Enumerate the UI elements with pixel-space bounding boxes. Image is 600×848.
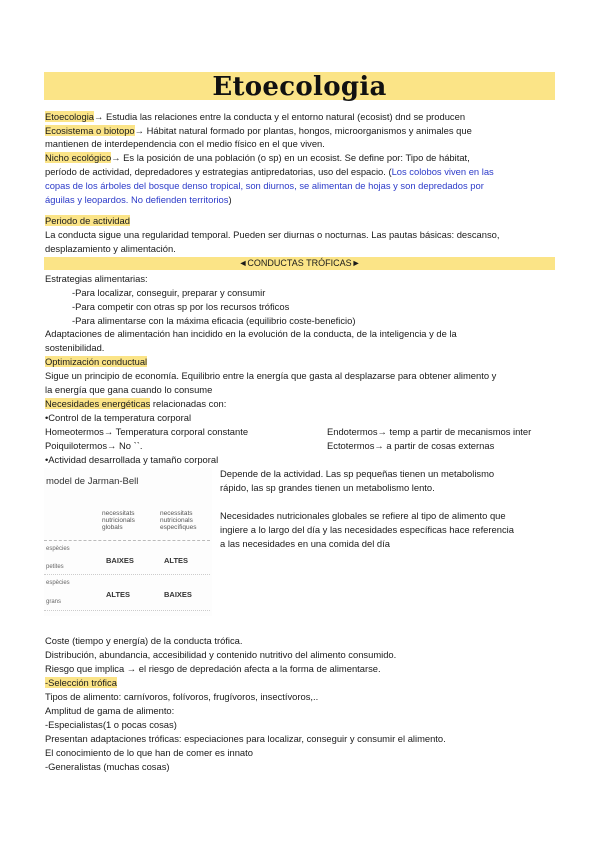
estrategias-heading: Estrategias alimentarias: (45, 273, 148, 284)
nicho-example-start: Los colobos viven en las (391, 166, 494, 177)
periodo-line-1: La conducta sigue una regularidad temporal. Pueden ser diurnas o nocturnas. Las pautas básicas: descanso, (45, 229, 500, 240)
col2-line-2: nutricionals (160, 517, 193, 524)
side-line-4: ingiere a lo largo del día y las necesidades específicas hace referencia (220, 524, 514, 535)
coste-line-3: Riesgo que implica → el riesgo de depredación afecta a la forma de alimentarse. (45, 663, 381, 674)
page-title: Etoecologia (212, 72, 387, 102)
ectotermos: Ectotermos→ a partir de cosas externas (327, 440, 495, 451)
seleccion-line-3: -Especialistas(1 o pocas cosas) (45, 719, 177, 730)
estrategia-item-2: -Para competir con otras sp por los recursos tróficos (72, 301, 290, 312)
optimizacion-line-1: Sigue un principio de economía. Equilibrio entre la energía que gasta al desplazarse para obtener alimento y (45, 370, 497, 381)
side-line-1: Depende de la actividad. Las sp pequeñas tienen un metabolismo (220, 468, 495, 479)
cell-r2c1: ALTES (106, 590, 131, 599)
cell-r1c2: ALTES (164, 556, 189, 565)
nicho-line-2-text: período de actividad, depredadores y estrategias antipredatorias, uso del espacio. ( (45, 166, 392, 177)
title-banner (44, 72, 555, 100)
optimizacion-heading-line (45, 355, 147, 368)
row2-label-2: grans (46, 599, 62, 605)
side-line-5: a las necesidades en una comida del día (220, 538, 390, 549)
nicho-line-2 (45, 165, 494, 178)
necesidades-heading-rest: relacionadas con: (150, 398, 227, 409)
nicho-example-end: águilas y leopardos. No defienden territorios (45, 194, 229, 205)
nicho-line-4 (45, 193, 232, 206)
nicho-example-line-3: copas de los árboles del bosque denso tropical, son diurnos, se alimentan de hojas y son depredados por (45, 180, 484, 191)
periodo-heading: Periodo de actividad (45, 215, 130, 226)
term-etoecologia: Etoecologia (45, 111, 94, 122)
periodo-line-2: desplazamiento y alimentación. (45, 243, 176, 254)
seleccion-line-5: El conocimiento de lo que han de comer es innato (45, 747, 253, 758)
homeotermos: Homeotermos→ Temperatura corporal constante (45, 426, 249, 437)
periodo-heading-line (45, 214, 130, 227)
nicho-line (45, 151, 470, 164)
seleccion-line-1: Tipos de alimento: carnívoros, folívoros, frugívoros, insectívoros,.. (45, 691, 319, 702)
optimizacion-line-2: la energía que gana cuando lo consume (45, 384, 213, 395)
term-ecosistema: Ecosistema o biotopo (45, 125, 135, 136)
adaptaciones-line-2: sostenibilidad. (45, 342, 105, 353)
seleccion-line-2: Amplitud de gama de alimento: (45, 705, 175, 716)
nicho-paren-close: ) (228, 194, 232, 205)
col2-line-1: necessitats (160, 510, 193, 517)
ecosistema-def: → Hábitat natural formado por plantas, hongos, microorganismos y animales que (134, 125, 472, 136)
cell-r2c2: BAIXES (164, 590, 192, 599)
seleccion-heading: -Selección trófica (45, 677, 117, 688)
etoecologia-line (45, 110, 465, 123)
col1-line-1: necessitats (102, 510, 135, 517)
jarman-bell-figure (44, 468, 212, 616)
ecosistema-line-2: mantienen de interdependencia con el medio físico en el que viven. (45, 138, 325, 149)
coste-line-2: Distribución, abundancia, accesibilidad y contenido nutritivo del alimento consumido. (45, 649, 397, 660)
etoecologia-def: → Estudia las relaciones entre la conducta y el entorno natural (ecosist) dnd se producen (94, 111, 466, 122)
seleccion-line-6: -Generalistas (muchas cosas) (45, 761, 170, 772)
row2-label-1: espècies (46, 580, 70, 586)
actividad-tamano: •Actividad desarrollada y tamaño corporal (45, 454, 219, 465)
poiquilotermos: Poiquilotermos→ No ``. (45, 440, 143, 451)
seleccion-line-4: Presentan adaptaciones tróficas: especiaciones para localizar, conseguir y consumir el alimento. (45, 733, 446, 744)
figure-caption: model de Jarman-Bell (46, 476, 139, 487)
estrategia-item-1: -Para localizar, conseguir, preparar y consumir (72, 287, 266, 298)
nicho-def: → Es la posición de una población (o sp) en un ecosist. Se define por: Tipo de hábitat, (111, 152, 470, 163)
necesidades-heading-line (45, 397, 226, 410)
figure-rule-mid (44, 574, 210, 575)
figure-rule-top (44, 540, 210, 541)
ecosistema-line (45, 124, 472, 137)
side-line-3: Necesidades nutricionales globales se refiere al tipo de alimento que (220, 510, 506, 521)
term-nicho: Nicho ecológico (45, 152, 112, 163)
endotermos: Endotermos→ temp a partir de mecanismos inter (327, 426, 532, 437)
optimizacion-heading: Optimización conductual (45, 356, 148, 367)
side-line-2: rápido, las sp grandes tienen un metabolismo lento. (220, 482, 435, 493)
coste-line-1: Coste (tiempo y energía) de la conducta trófica. (45, 635, 243, 646)
col2-line-3: específiques (160, 524, 197, 531)
col1-line-3: globals (102, 524, 123, 531)
figure-col2-header (160, 510, 197, 531)
conductas-troficas-band: ◄CONDUCTAS TRÓFICAS► (44, 257, 555, 270)
row1-label-1: espècies (46, 546, 70, 552)
col1-line-2: nutricionals (102, 517, 135, 524)
row1-label-2: petites (46, 564, 64, 570)
estrategia-item-3: -Para alimentarse con la máxima eficacia (equilibrio coste-beneficio) (72, 315, 356, 326)
adaptaciones-line-1: Adaptaciones de alimentación han incidido en la evolución de la conducta, de la inteligencia y de la (45, 328, 457, 339)
figure-col1-header (102, 510, 135, 531)
control-temperatura: •Control de la temperatura corporal (45, 412, 192, 423)
cell-r1c1: BAIXES (106, 556, 134, 565)
figure-rule-bottom (44, 610, 210, 611)
seleccion-heading-line (45, 676, 117, 689)
necesidades-heading: Necesidades energéticas (45, 398, 151, 409)
